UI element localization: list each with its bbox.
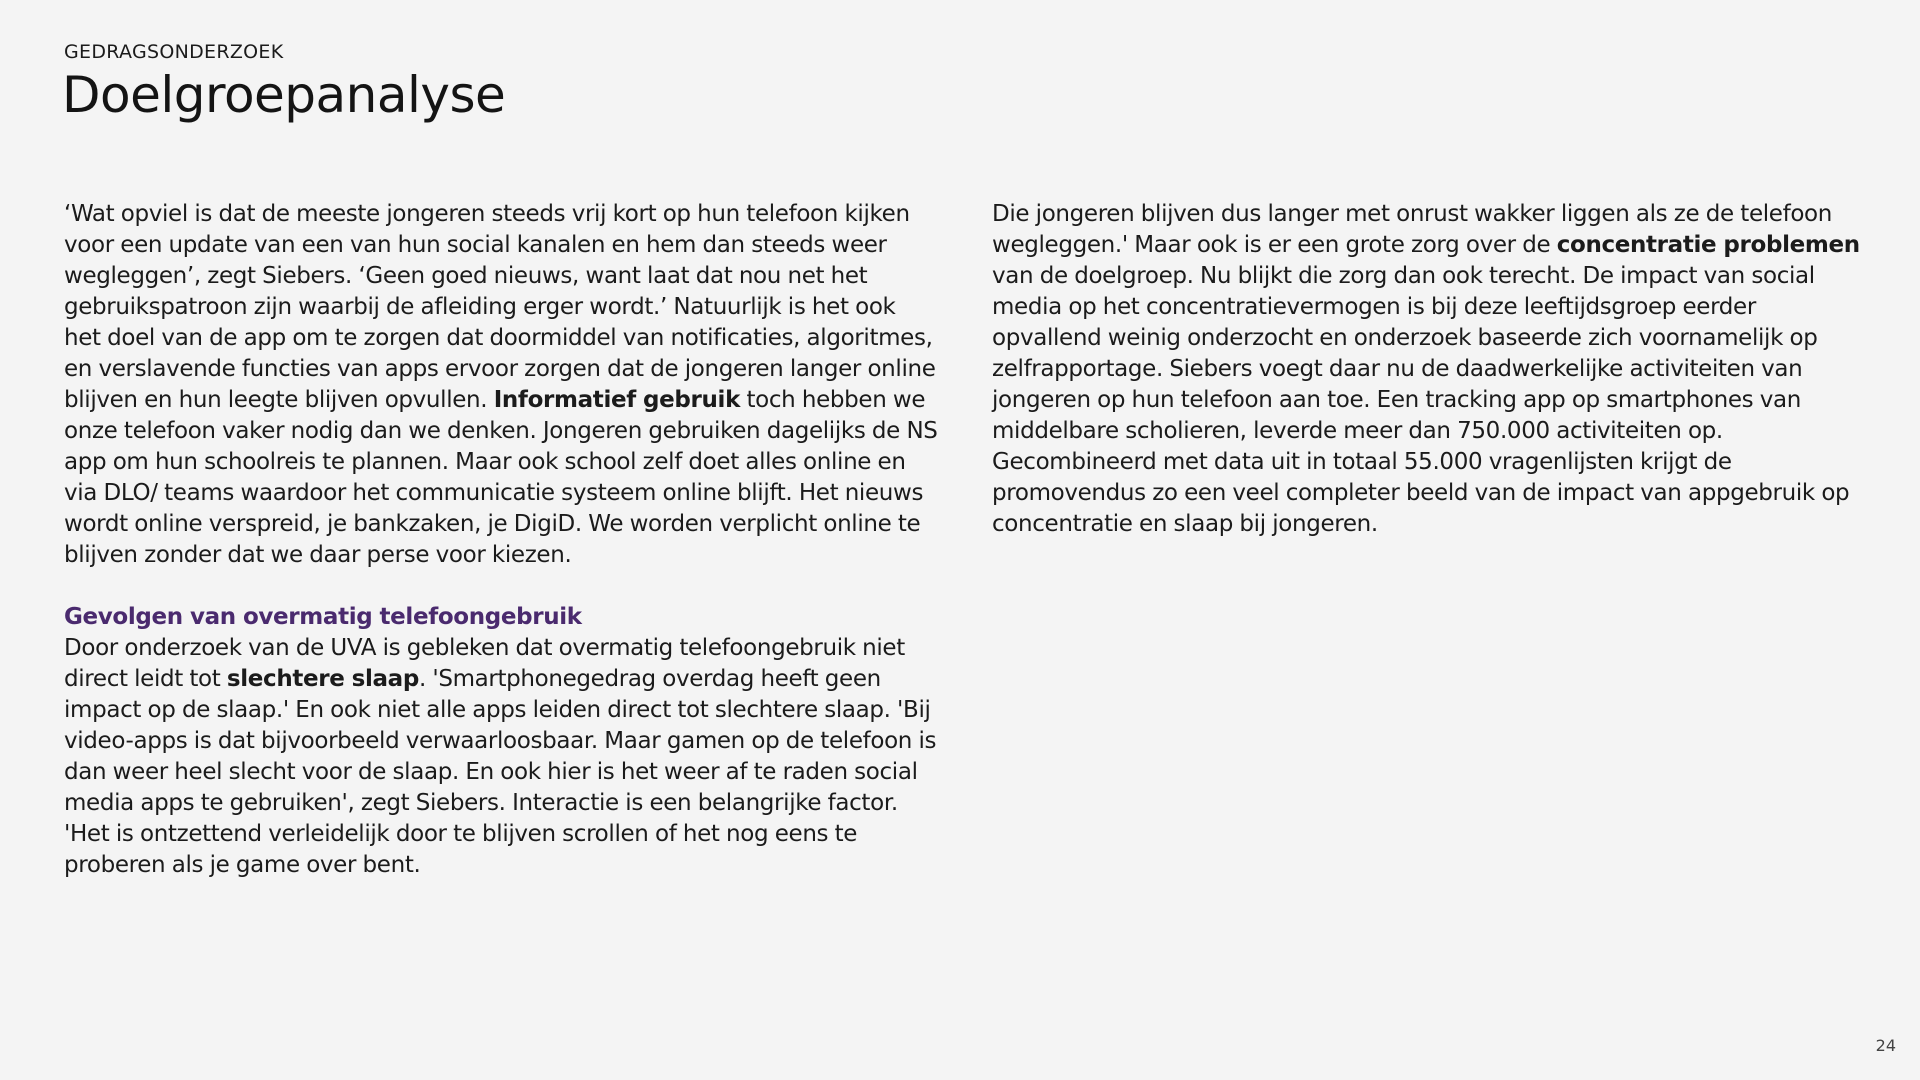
body-paragraph	[992, 199, 1862, 540]
emphasis-text: concentratie problemen	[1556, 232, 1860, 258]
paragraph-spacer	[64, 571, 938, 602]
emphasis-text: Informatief gebruik	[493, 387, 741, 413]
text-run: . 'Smartphonegedrag overdag heeft geen impact op de slaap.' En ook niet alle apps leiden direct tot slechtere slaap. 'Bij video-apps is dat bijvoorbeeld verwaarloosbaar. Maar gamen op de telefoon is dan weer heel slecht voor de slaap. En ook hier is het weer af te raden social media apps te gebruiken', zegt Siebers. Interactie is een belangrijke factor. 'Het is ontzettend verleidelijk door te blijven scrollen of het nog eens te proberen als je game over bent.	[64, 666, 937, 878]
section-eyebrow: GEDRAGSONDERZOEK	[64, 41, 284, 63]
text-run: Die jongeren blijven dus langer met onrust wakker liggen als ze de telefoon wegleggen.' Maar ook is er een grote zorg over de	[992, 201, 1832, 258]
page-number: 24	[1875, 1036, 1896, 1055]
page-title: Doelgroepanalyse	[62, 66, 506, 124]
body-paragraph	[64, 633, 938, 881]
emphasis-text: slechtere slaap	[226, 666, 419, 692]
body-paragraph	[64, 199, 938, 571]
right-column	[992, 199, 1862, 540]
text-run: toch hebben we onze telefoon vaker nodig dan we denken. Jongeren gebruiken dagelijks de NS app om hun schoolreis te plannen. Maar ook school zelf doet alles online en via DLO/ teams waardoor het communicatie systeem online blijft. Het nieuws wordt online verspreid, je bankzaken, je DigiD. We worden verplicht online te blijven zonder dat we daar perse voor kiezen.	[64, 387, 938, 568]
text-run: van de doelgroep. Nu blijkt die zorg dan ook terecht. De impact van social media op het concentratievermogen is bij deze leeftijdsgroep eerder opvallend weinig onderzocht en onderzoek baseerde zich voornamelijk op zelfrapportage. Siebers voegt daar nu de daadwerkelijke activiteiten van jongeren op hun telefoon aan toe. Een tracking app op smartphones van middelbare scholieren, leverde meer dan 750.000 activiteiten op. Gecombineerd met data uit in totaal 55.000 vragenlijsten krijgt de promovendus zo een veel completer beeld van de impact van appgebruik op concentratie en slaap bij jongeren.	[992, 263, 1850, 537]
section-heading: Gevolgen van overmatig telefoongebruik	[64, 604, 582, 630]
text-run: ‘Wat opviel is dat de meeste jongeren steeds vrij kort op hun telefoon kijken voor een update van een van hun social kanalen en hem dan steeds weer wegleggen’, zegt Siebers. ‘Geen goed nieuws, want laat dat nou net het gebruikspatroon zijn waarbij de afleiding erger wordt.’ Natuurlijk is het ook het doel van de app om te zorgen dat doormiddel van notificaties, algoritmes, en verslavende functies van apps ervoor zorgen dat de jongeren langer online blijven en hun leegte blijven opvullen.	[64, 201, 936, 413]
left-column	[64, 199, 938, 881]
text-run: Door onderzoek van de UVA is gebleken dat overmatig telefoongebruik niet direct leidt tot	[64, 635, 905, 692]
